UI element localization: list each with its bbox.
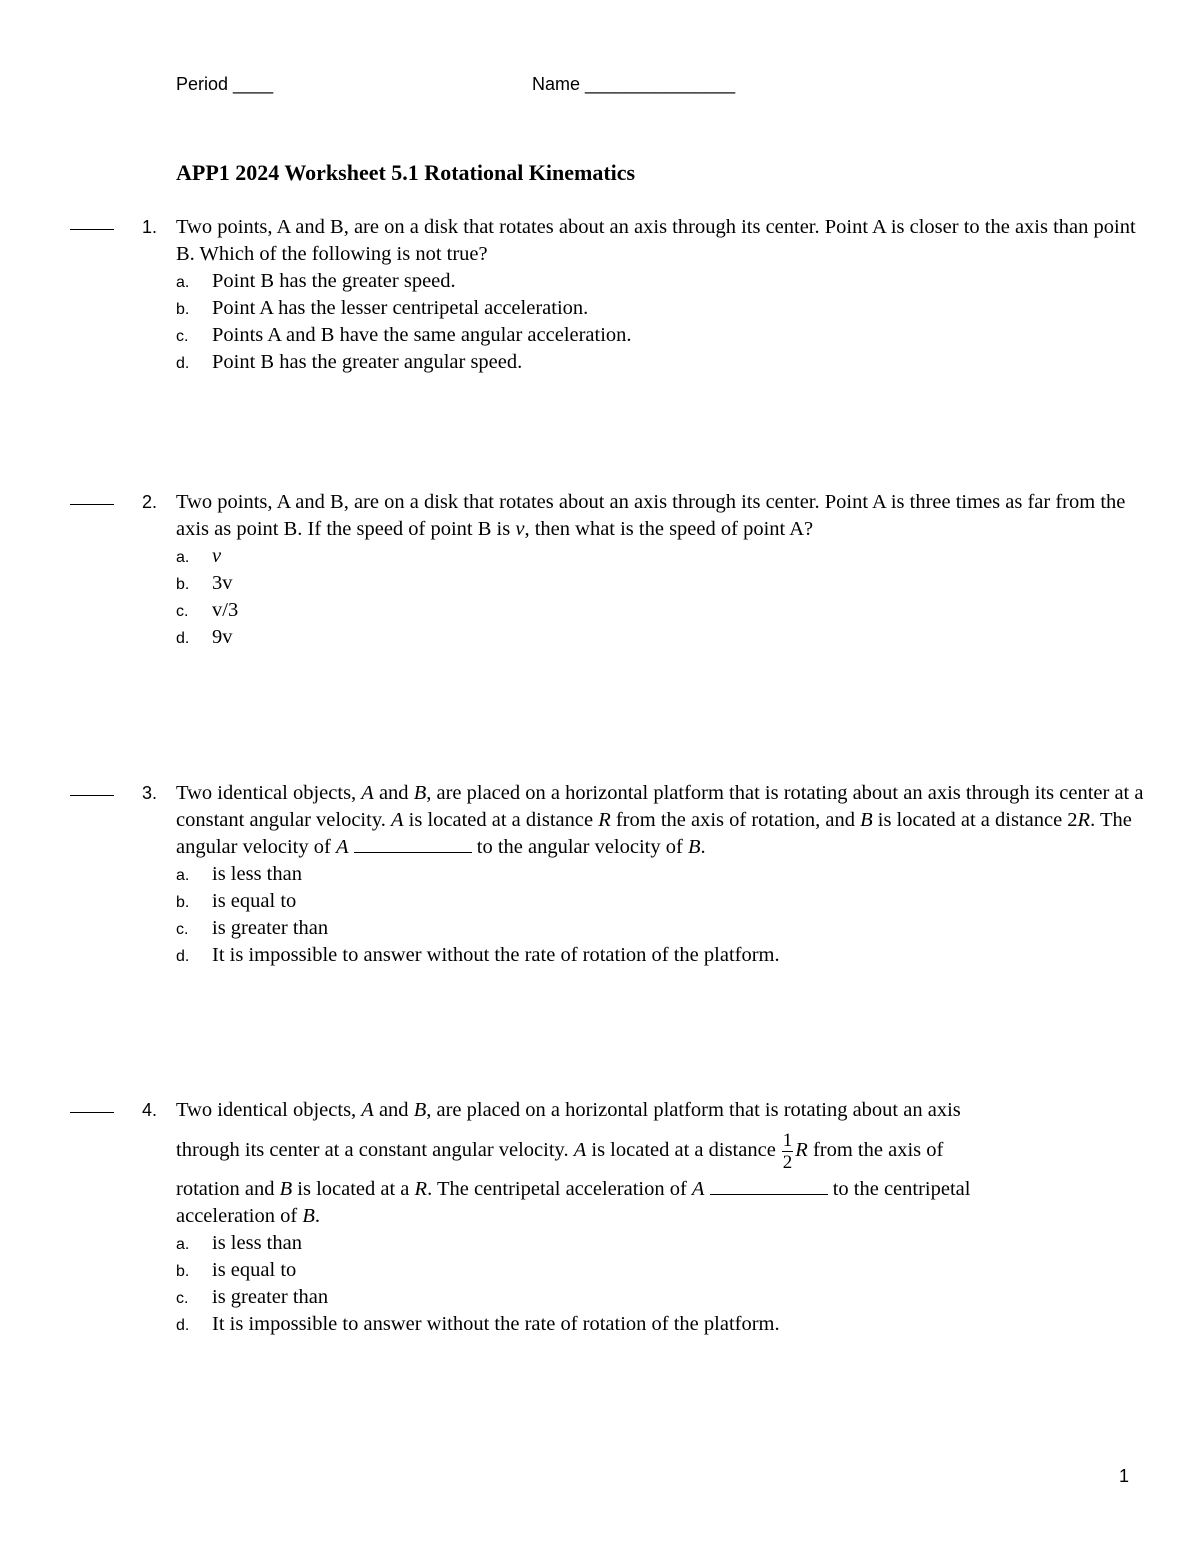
stem-text: . The centripetal acceleration of [427, 1178, 692, 1200]
stem-line [176, 1176, 1136, 1203]
option-letter: a. [176, 1236, 190, 1253]
option-a [176, 268, 1200, 295]
fill-in-blank[interactable] [354, 836, 472, 853]
fill-in-blank[interactable] [710, 1178, 828, 1195]
option-text: v [212, 545, 222, 567]
answer-blank-2[interactable] [70, 504, 114, 505]
option-c [176, 915, 1200, 942]
stem-text: Two points, A and B, are on a disk that rotates about an axis through its center. Point A is three times as far from the axis as point B. If the speed of point B is [176, 491, 1126, 540]
option-text: is greater than [212, 1286, 329, 1308]
stem-variable: A [361, 782, 374, 804]
stem-variable: v [515, 518, 525, 540]
stem-text: is located at a distance 2 [872, 809, 1078, 831]
option-c [176, 597, 1200, 624]
stem-variable: B [413, 1099, 427, 1121]
stem-text: to the centripetal [827, 1178, 971, 1200]
question-stem [176, 489, 1136, 543]
stem-variable: R [414, 1178, 428, 1200]
option-text: is equal to [212, 1259, 297, 1281]
page-number: 1 [1119, 1466, 1130, 1486]
stem-text: and [373, 782, 414, 804]
stem-variable: B [687, 836, 701, 858]
option-text: Point B has the greater speed. [212, 270, 456, 292]
option-letter: c. [176, 603, 189, 620]
stem-variable: B [279, 1178, 293, 1200]
option-text: is less than [212, 1232, 302, 1254]
stem-variable: R [795, 1139, 808, 1161]
fraction-denominator: 2 [782, 1151, 793, 1173]
answer-blank-3[interactable] [70, 795, 114, 796]
option-letter: a. [176, 549, 190, 566]
options-list [176, 268, 1200, 376]
option-c [176, 322, 1200, 349]
option-text: It is impossible to answer without the rate of rotation of the platform. [212, 944, 780, 966]
stem-variable: A [573, 1139, 587, 1161]
option-letter: d. [176, 948, 190, 965]
options-list [176, 1230, 1200, 1338]
stem-line [176, 1203, 1136, 1230]
option-b [176, 570, 1200, 597]
stem-text: from the axis of [807, 1139, 944, 1161]
answer-blank-1[interactable] [70, 229, 114, 230]
stem-line [176, 1124, 1136, 1176]
stem-text: from the axis of rotation, and [610, 809, 861, 831]
option-text: 9v [212, 626, 233, 648]
stem-variable: A [691, 1178, 705, 1200]
stem-text: , then what is the speed of point A? [524, 518, 814, 540]
option-letter: b. [176, 576, 190, 593]
stem-text: through its center at a constant angular velocity. [176, 1139, 574, 1161]
answer-blank-4[interactable] [70, 1112, 114, 1113]
option-text: is equal to [212, 890, 297, 912]
fraction-numerator: 1 [782, 1129, 793, 1151]
question-number: 1. [142, 217, 158, 237]
stem-variable: B [302, 1205, 315, 1227]
option-text: Point A has the lesser centripetal acceleration. [212, 297, 589, 319]
option-a [176, 543, 1200, 570]
option-text: v/3 [212, 599, 239, 621]
option-letter: d. [176, 1317, 190, 1334]
question-number: 2. [142, 492, 158, 512]
stem-text: rotation and [176, 1178, 280, 1200]
fraction-one-half [782, 1131, 794, 1172]
stem-variable: R [598, 809, 611, 831]
question-1 [0, 214, 1200, 376]
option-d [176, 942, 1200, 969]
stem-variable: B [860, 809, 873, 831]
question-stem [176, 780, 1151, 861]
stem-text: Two identical objects, [176, 782, 362, 804]
option-text: is less than [212, 863, 302, 885]
option-d [176, 1311, 1200, 1338]
stem-text: . [314, 1205, 320, 1227]
options-list [176, 543, 1200, 651]
worksheet-title: APP1 2024 Worksheet 5.1 Rotational Kinematics [176, 160, 636, 185]
stem-variable: R [1077, 809, 1091, 831]
stem-line [176, 1097, 1136, 1124]
question-3 [0, 780, 1200, 969]
question-number: 3. [142, 783, 158, 803]
option-a [176, 1230, 1200, 1257]
name-field-label: Name _______________ [532, 74, 736, 94]
stem-text: . The angular velocity of [176, 809, 1132, 858]
stem-text: Two identical objects, [176, 1099, 362, 1121]
question-number: 4. [142, 1100, 158, 1120]
stem-text: , are placed on a horizontal platform that is rotating about an axis [426, 1099, 961, 1121]
option-letter: a. [176, 867, 190, 884]
stem-variable: A [361, 1099, 374, 1121]
stem-text: is located at a distance [403, 809, 599, 831]
option-letter: c. [176, 1290, 189, 1307]
option-letter: b. [176, 301, 190, 318]
option-d [176, 349, 1200, 376]
option-a [176, 861, 1200, 888]
stem-text: is located at a distance [586, 1139, 776, 1161]
stem-text: is located at a [292, 1178, 415, 1200]
option-b [176, 295, 1200, 322]
stem-text: , are placed on a horizontal platform that is rotating about an axis through its center at a constant angular velocity. [176, 782, 1144, 831]
stem-text: to the angular velocity of [471, 836, 688, 858]
option-text: Point B has the greater angular speed. [212, 351, 523, 373]
stem-text: and [373, 1099, 414, 1121]
option-text: 3v [212, 572, 233, 594]
stem-text: acceleration of [176, 1205, 303, 1227]
option-text: It is impossible to answer without the rate of rotation of the platform. [212, 1313, 780, 1335]
option-letter: c. [176, 921, 189, 938]
period-field-label: Period ____ [176, 74, 274, 94]
option-letter: a. [176, 274, 190, 291]
question-stem: Two points, A and B, are on a disk that rotates about an axis through its center. Point A is closer to the axis than point B. Which of the following is not true? [176, 216, 1136, 265]
option-letter: b. [176, 1263, 190, 1280]
stem-variable: A [391, 809, 404, 831]
option-b [176, 888, 1200, 915]
stem-text: . [700, 836, 706, 858]
option-letter: b. [176, 894, 190, 911]
option-text: is greater than [212, 917, 329, 939]
options-list [176, 861, 1200, 969]
question-2 [0, 489, 1200, 651]
option-letter: d. [176, 355, 190, 372]
option-text: Points A and B have the same angular acceleration. [212, 324, 632, 346]
option-d [176, 624, 1200, 651]
question-4 [0, 1097, 1200, 1338]
stem-variable: B [413, 782, 427, 804]
option-letter: c. [176, 328, 189, 345]
question-stem [176, 1097, 1136, 1230]
option-c [176, 1284, 1200, 1311]
option-letter: d. [176, 630, 190, 647]
stem-variable: A [335, 836, 349, 858]
option-b [176, 1257, 1200, 1284]
